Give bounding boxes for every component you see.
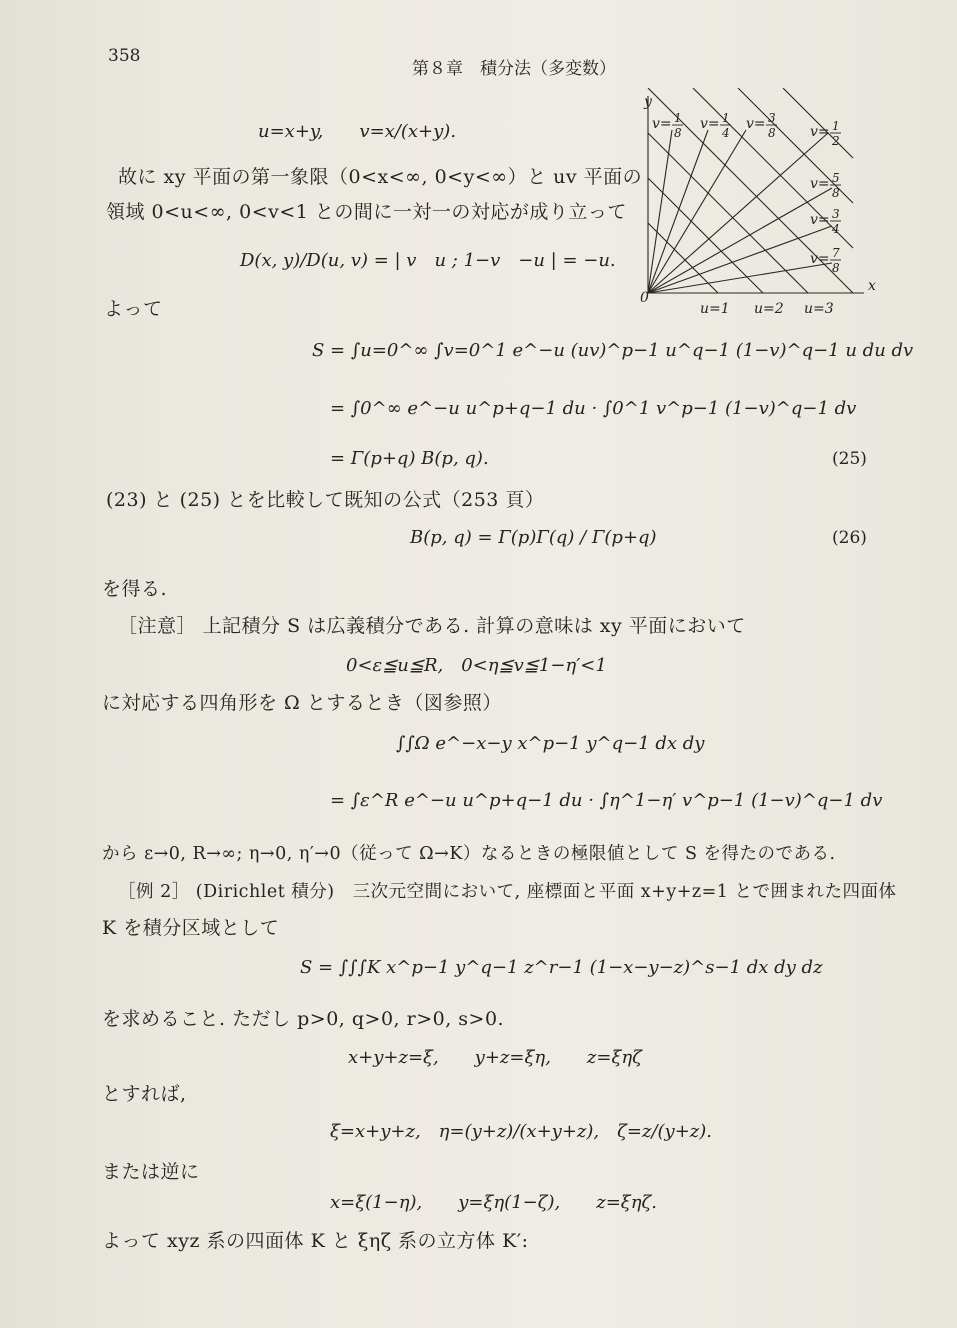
text-compare: (23) と (25) とを比較して既知の公式（253 頁） <box>106 489 545 511</box>
v-right-label-0-numerator: 1 <box>832 119 840 133</box>
v-right-label-3-denominator: 8 <box>832 261 840 275</box>
v-top-label-2-prefix: v= <box>746 116 766 132</box>
equation-number-26: (26) <box>832 528 867 548</box>
equation-range: 0<ε≦u≦R, 0<η≦v≦1−η′<1 <box>346 655 607 676</box>
equation-S-dirichlet: S = ∫∫∫K x^p−1 y^q−1 z^r−1 (1−x−y−z)^s−1 dx dy dz <box>300 957 823 978</box>
v-top-label-0-prefix: v= <box>652 116 672 132</box>
text-then: とすれば, <box>102 1083 187 1105</box>
v-top-label-2-denominator: 8 <box>768 126 776 140</box>
text-find: を求めること. ただし p>0, q>0, r>0, s>0. <box>102 1008 505 1030</box>
equation-jacobian: D(x, y)/D(u, v) = | v u ; 1−v −u | = −u. <box>240 250 616 271</box>
equation-beta: B(p, q) = Γ(p)Γ(q) / Γ(p+q) <box>410 527 657 548</box>
text-eru: を得る. <box>102 578 168 600</box>
text-limit: から ε→0, R→∞; η→0, η′→0（従って Ω→K）なるときの極限値として S を得たのである. <box>102 844 836 864</box>
v-top-label-0-numerator: 1 <box>674 111 682 125</box>
equation-uv: u=x+y, v=x/(x+y). <box>258 121 457 142</box>
ray-v-1-8 <box>648 130 672 293</box>
equation-S-line3: = Γ(p+q) B(p, q). <box>330 448 489 469</box>
v-right-label-2-denominator: 4 <box>832 222 840 236</box>
ray-v-3-4 <box>648 226 832 293</box>
v-top-label-1-denominator: 4 <box>722 126 730 140</box>
v-right-label-0-denominator: 2 <box>832 134 840 148</box>
ray-v-1-2 <box>648 133 828 293</box>
v-top-label-1-prefix: v= <box>700 116 720 132</box>
equation-omega-line1: ∫∫Ω e^−x−y x^p−1 y^q−1 dx dy <box>396 733 705 754</box>
v-top-label-2-numerator: 3 <box>768 111 776 125</box>
text-example2: ［例 2］ (Dirichlet 積分) 三次元空間において, 座標面と平面 x+y+z=1 とで囲まれた四面体 <box>118 882 897 902</box>
origin-label: 0 <box>640 290 649 306</box>
equation-S-line2: = ∫0^∞ e^−u u^p+q−1 du · ∫0^1 v^p−1 (1−v)^q−1 dv <box>330 398 857 419</box>
v-right-label-3-numerator: 7 <box>832 246 840 260</box>
chapter-title: 第８章 積分法（多変数） <box>412 59 616 79</box>
line-u-1 <box>648 223 718 293</box>
text-yotte: よって <box>104 298 163 320</box>
v-right-label-2-numerator: 3 <box>832 207 840 221</box>
v-right-label-1-numerator: 5 <box>832 171 840 185</box>
ray-v-1-4 <box>648 130 708 293</box>
equation-back: x=ξ(1−η), y=ξη(1−ζ), z=ξηζ. <box>330 1192 657 1213</box>
uv-coordinate-figure <box>628 88 878 326</box>
line-u-3 <box>648 133 808 293</box>
equation-number-25: (25) <box>832 449 867 469</box>
v-top-label-1-numerator: 1 <box>722 111 730 125</box>
ray-v-5-8 <box>648 188 832 293</box>
page-number: 358 <box>108 46 141 66</box>
text-note: ［注意］ 上記積分 S は広義積分である. 計算の意味は xy 平面において <box>118 615 746 637</box>
v-right-label-1-denominator: 8 <box>832 186 840 200</box>
y-axis-label: y <box>644 94 652 110</box>
v-right-label-2-prefix: v= <box>810 212 830 228</box>
text-quadrant: 故に xy 平面の第一象限（0<x<∞, 0<y<∞）と uv 平面の <box>118 166 643 188</box>
text-conversely: または逆に <box>102 1161 200 1183</box>
text-K-region: K を積分区域として <box>102 917 280 939</box>
line-u-7 <box>783 88 853 158</box>
u-label-2: u=3 <box>804 301 834 317</box>
equation-S-line1: S = ∫u=0^∞ ∫v=0^1 e^−u (uv)^p−1 u^q−1 (1−v)^q−1 u du dv <box>312 340 914 361</box>
equation-inverse: ξ=x+y+z, η=(y+z)/(x+y+z), ζ=z/(y+z). <box>330 1121 713 1142</box>
u-label-1: u=2 <box>754 301 784 317</box>
equation-omega-line2: = ∫ε^R e^−u u^p+q−1 du · ∫η^1−η′ v^p−1 (1−v)^q−1 dv <box>330 790 883 811</box>
v-right-label-0-prefix: v= <box>810 124 830 140</box>
text-last: よって xyz 系の四面体 K と ξηζ 系の立方体 K′: <box>102 1230 529 1252</box>
v-right-label-3-prefix: v= <box>810 251 830 267</box>
x-axis-label: x <box>868 278 876 294</box>
equation-substitution: x+y+z=ξ, y+z=ξη, z=ξηζ <box>348 1047 642 1068</box>
ray-v-3-8 <box>648 130 746 293</box>
text-rect: に対応する四角形を Ω とするとき（図参照） <box>102 692 502 714</box>
v-right-label-1-prefix: v= <box>810 176 830 192</box>
v-top-label-0-denominator: 8 <box>674 126 682 140</box>
ray-v-7-8 <box>648 263 832 293</box>
text-region: 領域 0<u<∞, 0<v<1 との間に一対一の対応が成り立って <box>106 201 627 223</box>
line-u-2 <box>648 178 763 293</box>
u-label-0: u=1 <box>700 301 730 317</box>
